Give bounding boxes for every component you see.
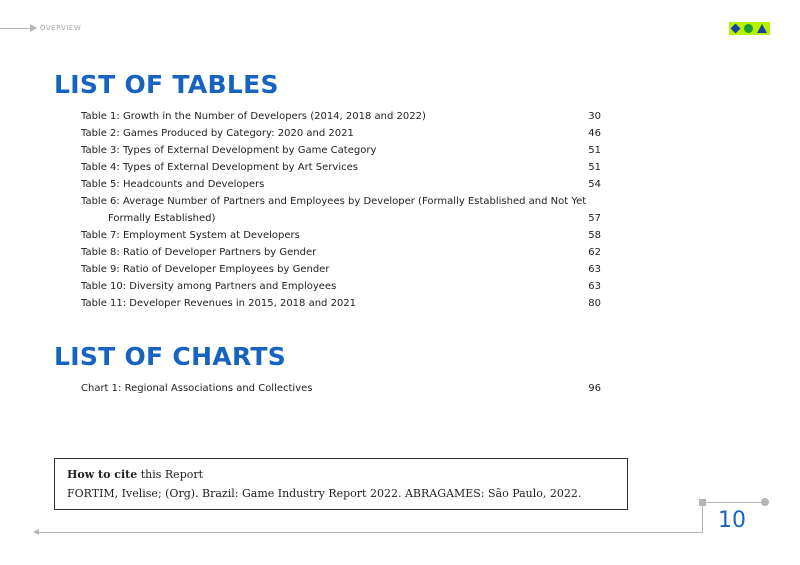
- toc-entry-page: 54: [588, 179, 601, 190]
- toc-entry-page: 80: [588, 298, 601, 309]
- header-rule: [0, 28, 30, 29]
- toc-entry-title: Table 5: Headcounts and Developers: [81, 179, 265, 190]
- citation-box: [54, 458, 628, 510]
- footer-rule: [37, 532, 702, 533]
- toc-entry-page: 46: [588, 128, 601, 139]
- toc-entry-title: Table 4: Types of External Development by Art Services: [81, 162, 358, 173]
- toc-entry-page: 30: [588, 111, 601, 122]
- toc-entry-title: Table 10: Diversity among Partners and Employees: [81, 281, 337, 292]
- toc-entry-page: 51: [588, 162, 601, 173]
- charts-heading: LIST OF CHARTS: [54, 342, 287, 371]
- arrow-left-icon: [33, 529, 39, 535]
- circle-icon: [744, 24, 753, 33]
- footer-divider: [702, 502, 703, 533]
- square-marker-icon: [699, 499, 706, 506]
- diamond-icon: [731, 23, 741, 33]
- toc-entry-title: Table 9: Ratio of Developer Employees by Gender: [81, 264, 330, 275]
- triangle-icon: [757, 24, 767, 33]
- toc-entry-title: Chart 1: Regional Associations and Collectives: [81, 383, 313, 394]
- toc-entry-continuation: Formally Established): [108, 213, 216, 224]
- dot-marker-icon: [761, 498, 769, 506]
- citation-reference: FORTIM, Ivelise; (Org). Brazil: Game Industry Report 2022. ABRAGAMES: São Paulo, 2022.: [67, 487, 582, 500]
- toc-entry-title: Table 8: Ratio of Developer Partners by Gender: [81, 247, 317, 258]
- toc-entry-page: 58: [588, 230, 601, 241]
- toc-entry-page: 57: [588, 213, 601, 224]
- toc-entry-title: Table 3: Types of External Development by Game Category: [81, 145, 377, 156]
- toc-entry-title: Table 2: Games Produced by Category: 2020 and 2021: [81, 128, 354, 139]
- citation-heading-rest: this Report: [137, 468, 204, 481]
- toc-entry-title: Table 11: Developer Revenues in 2015, 2018 and 2021: [81, 298, 357, 309]
- citation-heading: [67, 468, 203, 481]
- toc-entry-title: Table 6: Average Number of Partners and Employees by Developer (Formally Established and Not Yet: [81, 196, 587, 207]
- brand-logo: [729, 22, 770, 35]
- footer-top-rule: [702, 502, 765, 503]
- toc-entry-page: 62: [588, 247, 601, 258]
- toc-entry-page: 63: [588, 264, 601, 275]
- toc-entry-page: 96: [588, 383, 601, 394]
- toc-entry[interactable]: [81, 193, 601, 227]
- toc-entry-title: Table 1: Growth in the Number of Developers (2014, 2018 and 2022): [81, 111, 426, 122]
- page-number: 10: [718, 508, 746, 533]
- toc-entry-page: 51: [588, 145, 601, 156]
- toc-entry-page: 63: [588, 281, 601, 292]
- section-label: OVERVIEW: [40, 24, 82, 32]
- tables-heading: LIST OF TABLES: [54, 70, 279, 99]
- toc-entry-title: Table 7: Employment System at Developers: [81, 230, 300, 241]
- citation-heading-bold: How to cite: [67, 468, 138, 481]
- arrow-right-icon: [30, 24, 37, 32]
